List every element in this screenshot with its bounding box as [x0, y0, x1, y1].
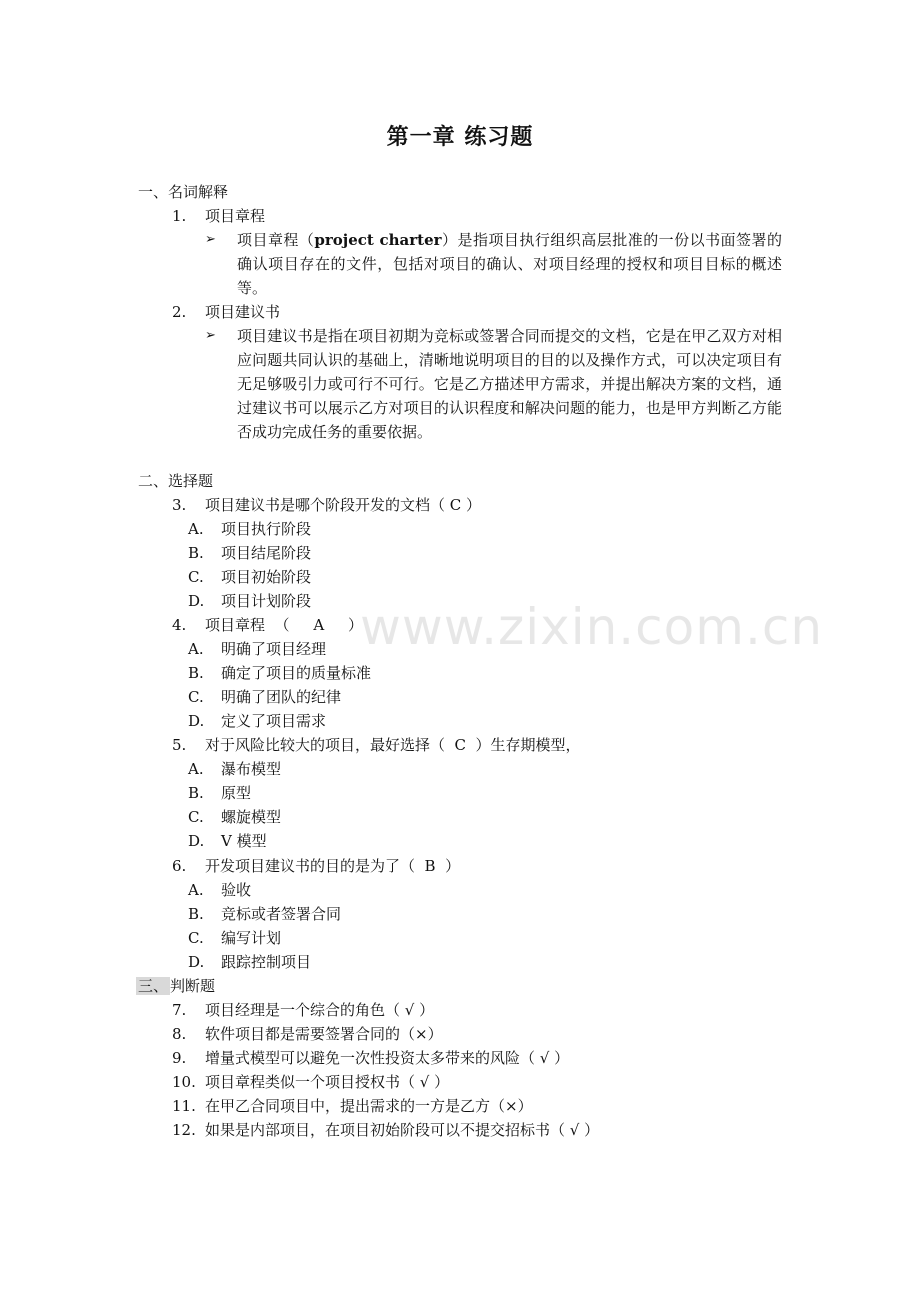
statement-number: 10. [172, 1073, 196, 1091]
option-letter: B. [188, 784, 204, 802]
question-text: 开发项目建议书的目的是为了（ B ） [205, 857, 461, 875]
statement-text: 项目经理是一个综合的角色（ √ ） [205, 1001, 435, 1019]
option-text: 竞标或者签署合同 [221, 905, 342, 923]
statement-number: 8. [172, 1025, 187, 1043]
option-letter: D. [188, 832, 205, 850]
watermark: www.zixin.com.cn [360, 598, 824, 656]
statement-text: 在甲乙合同项目中，提出需求的一方是乙方（×） [205, 1097, 533, 1115]
option-letter: D. [188, 953, 205, 971]
statement-text: 如果是内部项目，在项目初始阶段可以不提交招标书（ √ ） [205, 1121, 600, 1139]
statement-number: 7. [172, 1001, 187, 1019]
option-letter: B. [188, 544, 204, 562]
option-letter: B. [188, 905, 204, 923]
option-letter: A. [188, 640, 204, 658]
statement-number: 11. [172, 1097, 196, 1115]
question-number: 4. [172, 616, 187, 634]
option-letter: A. [188, 881, 204, 899]
option-letter: D. [188, 592, 205, 610]
statement-text: 软件项目都是需要签署合同的（×） [205, 1025, 443, 1043]
term-label: 项目建议书 [205, 303, 281, 321]
term-definition [237, 228, 782, 300]
term-definition: 项目建议书是指在项目初期为竞标或签署合同而提交的文档，它是在甲乙双方对相应问题共同认识的基础上，清晰地说明项目的目的以及操作方式，可以决定项目有无足够吸引力或可行不可行。它是乙方描述甲方需求，并提出解决方案的文档，通过建议书可以展示乙方对项目的认识程度和解决问题的能力，也是甲方判断乙方能否成功完成任务的重要依据。 [237, 327, 782, 441]
highlighted-heading-prefix: 三、 [138, 977, 169, 995]
item-number: 1. [172, 207, 187, 225]
section-heading-choice: 二、选择题 [138, 472, 214, 490]
arrow-bullet-icon: ➢ [205, 232, 216, 247]
question-text: 项目建议书是哪个阶段开发的文档（ C ） [205, 496, 482, 514]
option-text: 项目计划阶段 [221, 592, 312, 610]
option-letter: C. [188, 568, 204, 586]
option-text: 明确了团队的纪律 [221, 688, 342, 706]
question-text: 对于风险比较大的项目，最好选择（ C ）生存期模型， [205, 736, 581, 754]
option-text: 跟踪控制项目 [221, 953, 312, 971]
question-number: 3. [172, 496, 187, 514]
option-text: V 模型 [221, 832, 267, 850]
option-letter: C. [188, 688, 204, 706]
section-heading-definitions: 一、名词解释 [138, 183, 229, 201]
question-number: 5. [172, 736, 187, 754]
option-text: 明确了项目经理 [221, 640, 327, 658]
option-letter: C. [188, 808, 204, 826]
option-text: 项目初始阶段 [221, 568, 312, 586]
definition-text-post: ）是指项目执行组织高层批准的一份以书面签署的确认项目存在的文件，包括对项目的确认、对项目经理的授权和项目目标的概述等。 [237, 231, 782, 297]
statement-number: 9. [172, 1049, 187, 1067]
option-letter: D. [188, 712, 205, 730]
statement-number: 12. [172, 1121, 196, 1139]
arrow-bullet-icon: ➢ [205, 328, 216, 343]
option-text: 验收 [221, 881, 252, 899]
option-text: 原型 [221, 784, 252, 802]
option-text: 项目执行阶段 [221, 520, 312, 538]
option-text: 定义了项目需求 [221, 712, 327, 730]
option-text: 螺旋模型 [221, 808, 282, 826]
option-letter: A. [188, 520, 204, 538]
option-letter: C. [188, 929, 204, 947]
option-text: 确定了项目的质量标准 [221, 664, 372, 682]
option-text: 项目结尾阶段 [221, 544, 312, 562]
item-number: 2. [172, 303, 187, 321]
section-heading-true-false [138, 974, 215, 998]
option-text: 瀑布模型 [221, 760, 282, 778]
option-letter: B. [188, 664, 204, 682]
option-letter: A. [188, 760, 204, 778]
definition-text-english: project charter [314, 231, 442, 249]
definition-text-pre: 项目章程（ [237, 231, 315, 249]
page-title: 第一章 练习题 [386, 124, 534, 150]
question-text: 项目章程 （ A ） [205, 616, 364, 634]
statement-text: 增量式模型可以避免一次性投资太多带来的风险（ √ ） [205, 1049, 570, 1067]
option-text: 编写计划 [221, 929, 282, 947]
question-number: 6. [172, 857, 187, 875]
statement-text: 项目章程类似一个项目授权书（ √ ） [205, 1073, 450, 1091]
heading-text: 判断题 [170, 977, 216, 995]
term-label: 项目章程 [205, 207, 266, 225]
